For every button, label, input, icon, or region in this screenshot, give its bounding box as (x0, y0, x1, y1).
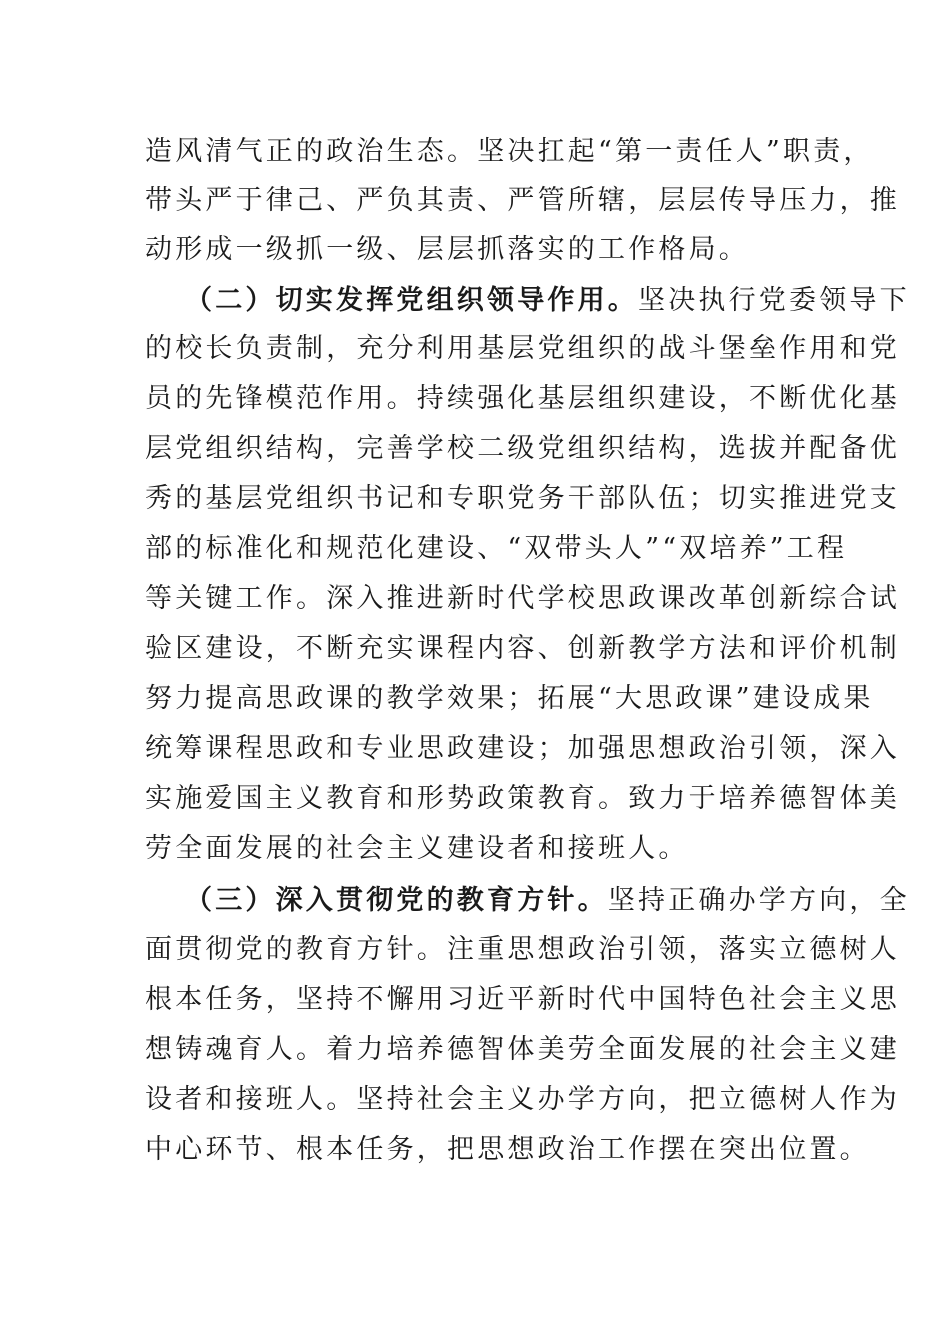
section2-line: 验区建设，不断充实课程内容、创新教学方法和评价机制 (145, 633, 900, 664)
section2-line: 等关键工作。深入推进新时代学校思政课改革创新综合试 (145, 583, 900, 614)
intro-line: 造风清气正的政治生态。坚决扛起“第一责任人”职责， (145, 136, 874, 167)
section3-line: 面贯彻党的教育方针。注重思想政治引领，落实立德树人 (145, 934, 900, 965)
section2-line: 员的先锋模范作用。持续强化基层组织建设，不断优化基 (145, 383, 900, 414)
section2-line: 实施爱国主义教育和形势政策教育。致力于培养德智体美 (145, 783, 900, 814)
section2-heading: （二）切实发挥党组织领导作用。 (185, 285, 638, 316)
section2-first-line-text: 坚决执行党委领导下 (638, 285, 910, 316)
section3-line: 根本任务，坚持不懈用习近平新时代中国特色社会主义思 (145, 984, 900, 1015)
section2-line: 努力提高思政课的教学效果；拓展“大思政课”建设成果 (145, 683, 874, 714)
section3-heading: （三）深入贯彻党的教育方针。 (185, 885, 608, 916)
section2-line: 层党组织结构，完善学校二级党组织结构，选拔并配备优 (145, 433, 900, 464)
section3-line: 中心环节、根本任务，把思想政治工作摆在突出位置。 (145, 1134, 870, 1165)
section2-line: 统筹课程思政和专业思政建设；加强思想政治引领，深入 (145, 733, 900, 764)
section3-first-line-text: 坚持正确办学方向，全 (607, 885, 910, 916)
section3-first-line (185, 881, 910, 921)
section2-first-line (185, 281, 910, 321)
intro-line: 动形成一级抓一级、层层抓落实的工作格局。 (145, 234, 749, 265)
section3-line: 想铸魂育人。着力培养德智体美劳全面发展的社会主义建 (145, 1034, 900, 1065)
intro-line: 带头严于律己、严负其责、严管所辖，层层传导压力，推 (145, 185, 900, 216)
section3-line: 设者和接班人。坚持社会主义办学方向，把立德树人作为 (145, 1084, 900, 1115)
section2-line: 的校长负责制，充分利用基层党组织的战斗堡垒作用和党 (145, 333, 900, 364)
section2-line: 秀的基层党组织书记和专职党务干部队伍；切实推进党支 (145, 483, 900, 514)
section2-line: 劳全面发展的社会主义建设者和接班人。 (145, 833, 689, 864)
section2-line: 部的标准化和规范化建设、“双带头人”“双培养”工程 (145, 533, 848, 564)
